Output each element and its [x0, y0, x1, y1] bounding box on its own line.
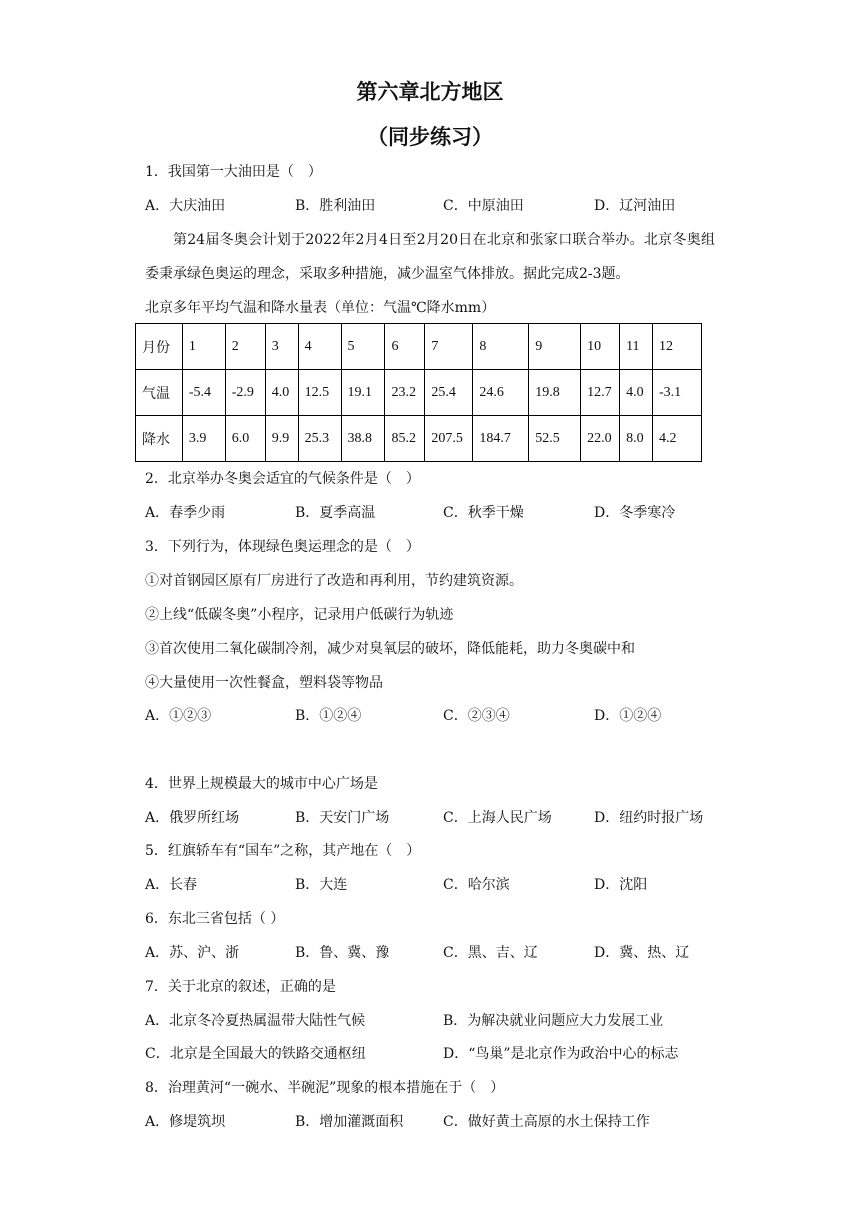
climate-table	[135, 323, 702, 462]
row-label-cell: 降水	[136, 416, 183, 462]
table-cell: 22.0	[581, 416, 620, 462]
option-a[interactable]: A．北京冬冷夏热属温带大陆性气候	[145, 1013, 366, 1029]
question-5-options	[145, 875, 745, 895]
reading-passage	[145, 223, 715, 291]
question-2-stem: 2．北京举办冬奥会适宜的气候条件是（ ）	[145, 471, 420, 487]
precipitation-row	[136, 416, 702, 462]
table-cell: 9	[529, 324, 581, 370]
option-c[interactable]: C．秋季干燥	[443, 505, 524, 521]
option-c[interactable]: C．做好黄土高原的水土保持工作	[443, 1114, 650, 1130]
question-7-options-row2	[145, 1044, 745, 1064]
table-cell: 85.2	[385, 416, 425, 462]
option-a[interactable]: A．修堤筑坝	[145, 1114, 226, 1130]
table-cell: -5.4	[182, 370, 225, 416]
option-b[interactable]: B．①②④	[295, 708, 362, 724]
option-a[interactable]: A．春季少雨	[145, 505, 226, 521]
table-cell: 19.1	[341, 370, 385, 416]
table-cell: 3.9	[182, 416, 225, 462]
table-cell: 19.8	[529, 370, 581, 416]
option-b[interactable]: B．胜利油田	[295, 198, 376, 214]
option-b[interactable]: B．天安门广场	[295, 810, 390, 826]
option-c[interactable]: C．②③④	[443, 708, 510, 724]
table-cell: 6	[385, 324, 425, 370]
table-cell: 52.5	[529, 416, 581, 462]
table-cell: -3.1	[653, 370, 702, 416]
option-d[interactable]: D．冬季寒冷	[594, 505, 676, 521]
table-cell: 12.5	[298, 370, 341, 416]
table-cell: 7	[425, 324, 473, 370]
question-1-options	[145, 196, 745, 216]
question-8-stem: 8．治理黄河“一碗水、半碗泥”现象的根本措施在于（ ）	[145, 1080, 505, 1096]
table-cell: 207.5	[425, 416, 473, 462]
question-7-stem: 7．关于北京的叙述，正确的是	[145, 979, 336, 995]
statement-3: ③首次使用二氧化碳制冷剂，减少对臭氧层的破坏，降低能耗，助力冬奥碳中和	[145, 641, 635, 657]
table-cell: 12	[653, 324, 702, 370]
option-b[interactable]: B．夏季高温	[295, 505, 376, 521]
table-cell: 23.2	[385, 370, 425, 416]
table-cell: 4	[298, 324, 341, 370]
question-5-stem: 5．红旗轿车有“国车”之称，其产地在（ ）	[145, 843, 421, 859]
question-8-options	[145, 1112, 745, 1132]
passage-text: 第24届冬奥会计划于2022年2月4日至2月20日在北京和张家口联合举办。北京冬奥组委秉承绿色奥运的理念，采取多种措施，减少温室气体排放。据此完成2-3题。	[145, 232, 715, 282]
table-cell: 24.6	[473, 370, 529, 416]
option-b[interactable]: B．增加灌溉面积	[295, 1114, 404, 1130]
question-3-options	[145, 706, 745, 726]
table-cell: 11	[620, 324, 653, 370]
question-4-options	[145, 808, 745, 828]
table-cell: 3	[265, 324, 298, 370]
table-cell: 25.4	[425, 370, 473, 416]
table-cell: 4.0	[265, 370, 298, 416]
row-label-cell: 月份	[136, 324, 183, 370]
statement-2: ②上线“低碳冬奥”小程序，记录用户低碳行为轨迹	[145, 607, 454, 623]
table-cell: -2.9	[225, 370, 265, 416]
option-d[interactable]: D．纽约时报广场	[594, 810, 704, 826]
table-cell: 12.7	[581, 370, 620, 416]
option-c[interactable]: C．哈尔滨	[443, 877, 510, 893]
option-b[interactable]: B．为解决就业问题应大力发展工业	[443, 1013, 664, 1029]
option-c[interactable]: C．北京是全国最大的铁路交通枢纽	[145, 1046, 366, 1062]
question-7-options-row1	[145, 1011, 745, 1031]
table-header-row	[136, 324, 702, 370]
question-3-stem: 3．下列行为，体现绿色奥运理念的是（ ）	[145, 539, 420, 555]
page-subtitle: （同步练习）	[367, 125, 493, 149]
option-c[interactable]: C．黑、吉、辽	[443, 945, 538, 961]
option-b[interactable]: B．大连	[295, 877, 348, 893]
table-caption: 北京多年平均气温和降水量表（单位：气温℃降水mm）	[145, 300, 496, 316]
option-a[interactable]: A．①②③	[145, 708, 212, 724]
table-cell: 9.9	[265, 416, 298, 462]
option-a[interactable]: A．长春	[145, 877, 198, 893]
statement-1: ①对首钢园区原有厂房进行了改造和再利用，节约建筑资源。	[145, 573, 523, 589]
table-cell: 2	[225, 324, 265, 370]
option-d[interactable]: D．沈阳	[594, 877, 648, 893]
option-d[interactable]: D．“鸟巢”是北京作为政治中心的标志	[443, 1046, 679, 1062]
table-cell: 1	[182, 324, 225, 370]
table-cell: 38.8	[341, 416, 385, 462]
table-cell: 4.2	[653, 416, 702, 462]
table-cell: 4.0	[620, 370, 653, 416]
table-cell: 8	[473, 324, 529, 370]
option-a[interactable]: A．大庆油田	[145, 198, 226, 214]
question-6-stem: 6．东北三省包括（ ）	[145, 911, 285, 927]
table-cell: 184.7	[473, 416, 529, 462]
temperature-row	[136, 370, 702, 416]
question-2-options	[145, 503, 745, 523]
question-4-stem: 4．世界上规模最大的城市中心广场是	[145, 776, 378, 792]
question-6-options	[145, 943, 745, 963]
option-d[interactable]: D．辽河油田	[594, 198, 676, 214]
option-a[interactable]: A．俄罗所红场	[145, 810, 240, 826]
table-cell: 5	[341, 324, 385, 370]
option-c[interactable]: C．中原油田	[443, 198, 524, 214]
option-b[interactable]: B．鲁、冀、豫	[295, 945, 390, 961]
option-a[interactable]: A．苏、沪、浙	[145, 945, 240, 961]
table-cell: 6.0	[225, 416, 265, 462]
row-label-cell: 气温	[136, 370, 183, 416]
question-1-stem: 1．我国第一大油田是（ ）	[145, 164, 322, 180]
option-c[interactable]: C．上海人民广场	[443, 810, 552, 826]
table-cell: 25.3	[298, 416, 341, 462]
page-title: 第六章北方地区	[356, 80, 504, 104]
option-d[interactable]: D．冀、热、辽	[594, 945, 690, 961]
option-d[interactable]: D．①②④	[594, 708, 662, 724]
table-cell: 10	[581, 324, 620, 370]
statement-4: ④大量使用一次性餐盒，塑料袋等物品	[145, 675, 383, 691]
table-cell: 8.0	[620, 416, 653, 462]
